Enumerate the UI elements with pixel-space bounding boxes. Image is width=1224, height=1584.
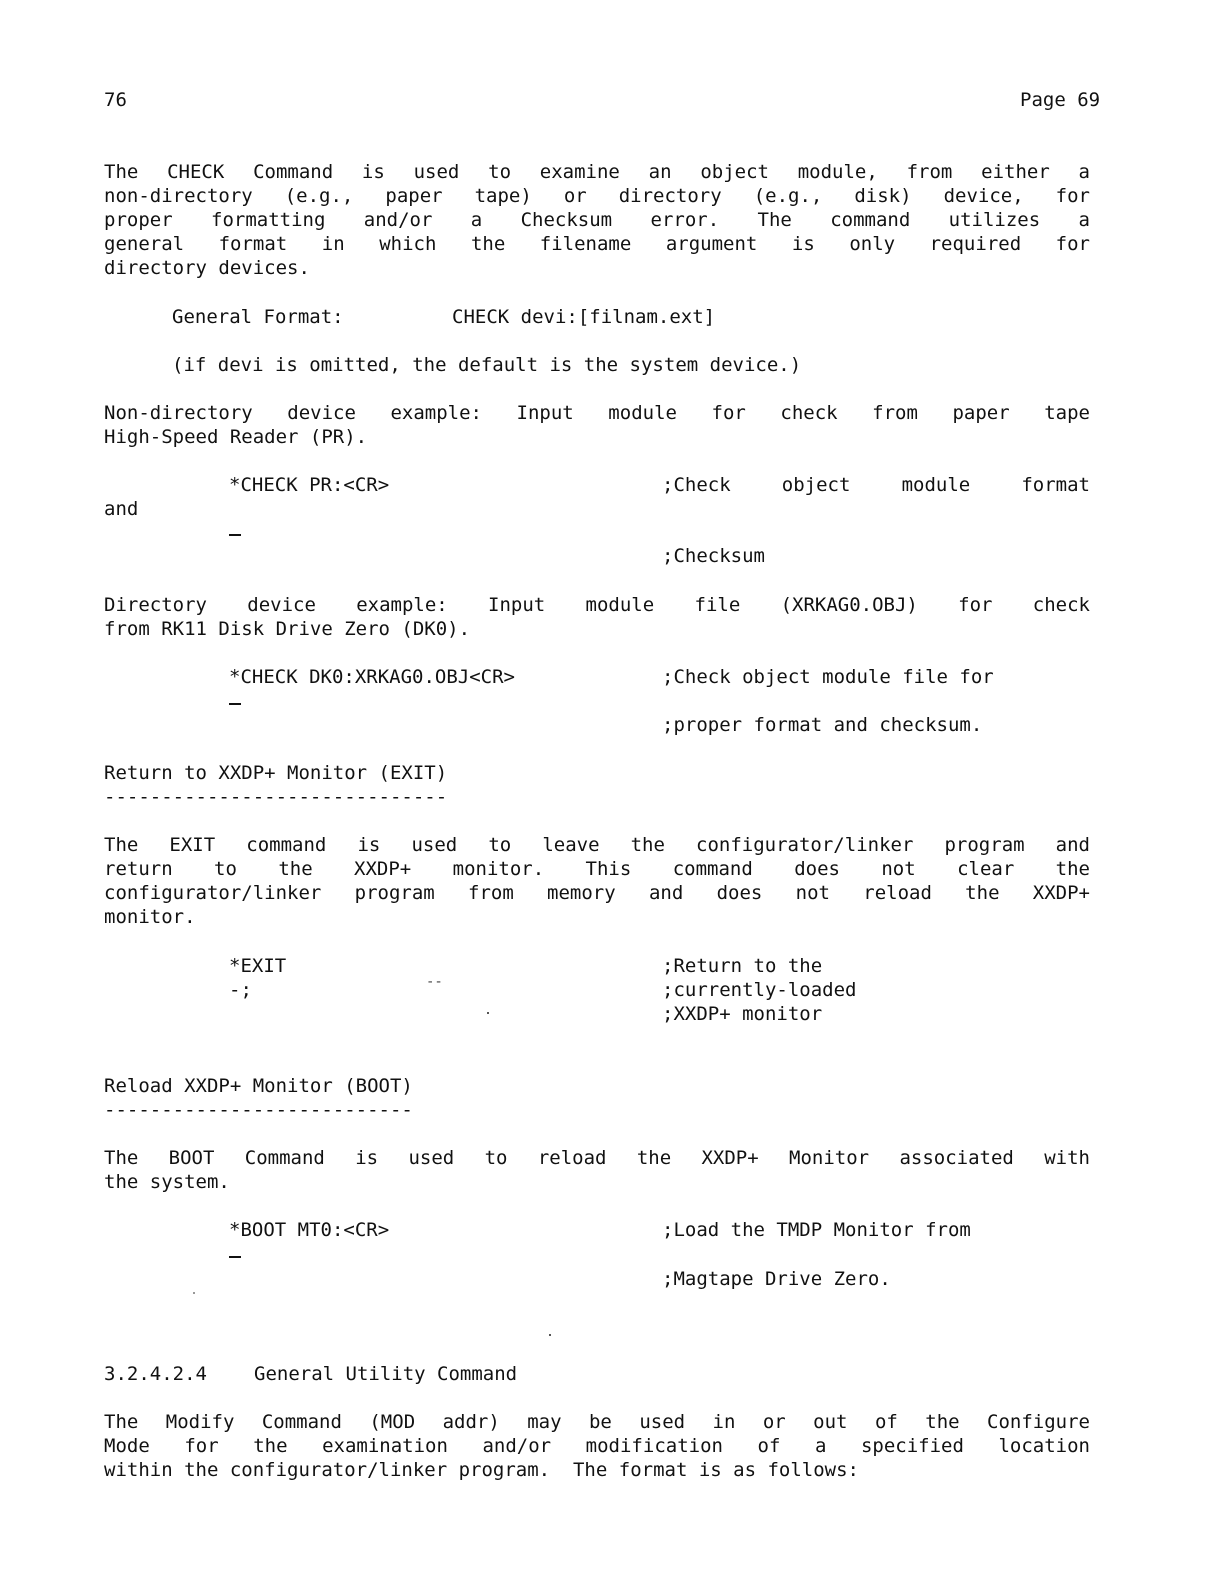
boot-comment: ;Load the TMDP Monitor from <box>662 1219 971 1241</box>
exit-section-heading: Return to XXDP+ Monitor (EXIT) <box>104 762 448 784</box>
wrapped-word: and <box>104 498 139 520</box>
boot-heading-underline: --------------------------- <box>104 1099 413 1121</box>
scan-speck <box>487 1012 489 1014</box>
check-pr-comment: ;Check object module format <box>662 474 1090 496</box>
underscore-mark <box>229 534 241 536</box>
underscore-mark <box>229 703 241 705</box>
boot-command: *BOOT MT0:<CR> <box>229 1219 390 1241</box>
stray-marks: -- <box>426 974 443 990</box>
exit-comment-line-1: ;Return to the <box>662 955 823 977</box>
paragraph-line: The EXIT command is used to leave the configurator/linker program and <box>104 834 1090 856</box>
paragraph-line: non-directory (e.g., paper tape) or directory (e.g., disk) device, for <box>104 185 1090 207</box>
paragraph-line: from RK11 Disk Drive Zero (DK0). <box>104 618 471 640</box>
underscore-mark <box>229 1256 241 1258</box>
nondirectory-example-paragraph <box>104 401 1090 449</box>
exit-command: *EXIT <box>229 955 287 977</box>
directory-example-paragraph <box>104 593 1090 641</box>
paragraph-line: High-Speed Reader (PR). <box>104 426 368 448</box>
paragraph-line: Directory device example: Input module file (XRKAG0.OBJ) for check <box>104 594 1090 616</box>
check-pr-comment-continued: ;Checksum <box>662 545 765 567</box>
exit-command-marker: -; <box>229 979 252 1001</box>
exit-comment-line-2: ;currently-loaded <box>662 979 857 1001</box>
format-value: CHECK devi:[filnam.ext] <box>452 306 716 328</box>
page-number-left: 76 <box>104 89 127 111</box>
paragraph-line: The BOOT Command is used to reload the XXDP+ Monitor associated with <box>104 1147 1090 1169</box>
paragraph-line: Non-directory device example: Input module for check from paper tape <box>104 402 1090 424</box>
format-label: General Format: <box>172 306 344 328</box>
paragraph-line: configurator/linker program from memory and does not reload the XXDP+ <box>104 882 1090 904</box>
paragraph-line: return to the XXDP+ monitor. This command does not clear the <box>104 858 1090 880</box>
check-intro-paragraph <box>104 160 1090 280</box>
paragraph-line: The Modify Command (MOD addr) may be used in or out of the Configure <box>104 1411 1090 1433</box>
boot-description-paragraph <box>104 1146 1090 1194</box>
utility-heading-number: 3.2.4.2.4 <box>104 1363 207 1385</box>
default-device-note: (if devi is omitted, the default is the system device.) <box>172 354 802 376</box>
paragraph-line: within the configurator/linker program. The format is as follows: <box>104 1459 859 1481</box>
exit-description-paragraph <box>104 833 1090 929</box>
paragraph-line: Mode for the examination and/or modification of a specified location <box>104 1435 1090 1457</box>
boot-comment-continued: ;Magtape Drive Zero. <box>662 1268 891 1290</box>
paragraph-line: The CHECK Command is used to examine an object module, from either a <box>104 161 1090 183</box>
scan-speck <box>193 1292 195 1294</box>
boot-section-heading: Reload XXDP+ Monitor (BOOT) <box>104 1075 413 1097</box>
paragraph-line: directory devices. <box>104 257 310 279</box>
scan-speck <box>549 1334 551 1336</box>
exit-heading-underline: ------------------------------ <box>104 786 448 808</box>
paragraph-line: proper formatting and/or a Checksum error. The command utilizes a <box>104 209 1090 231</box>
exit-comment-line-3: ;XXDP+ monitor <box>662 1003 823 1025</box>
check-dk0-comment: ;Check object module file for <box>662 666 994 688</box>
check-pr-command: *CHECK PR:<CR> <box>229 474 390 496</box>
utility-heading-title: General Utility Command <box>254 1363 518 1385</box>
page-number-right: Page 69 <box>1020 89 1101 111</box>
check-dk0-command: *CHECK DK0:XRKAG0.OBJ<CR> <box>229 666 515 688</box>
paragraph-line: monitor. <box>104 906 196 928</box>
check-dk0-comment-continued: ;proper format and checksum. <box>662 714 983 736</box>
utility-description-paragraph <box>104 1410 1090 1482</box>
paragraph-line: general format in which the filename argument is only required for <box>104 233 1090 255</box>
paragraph-line: the system. <box>104 1171 230 1193</box>
